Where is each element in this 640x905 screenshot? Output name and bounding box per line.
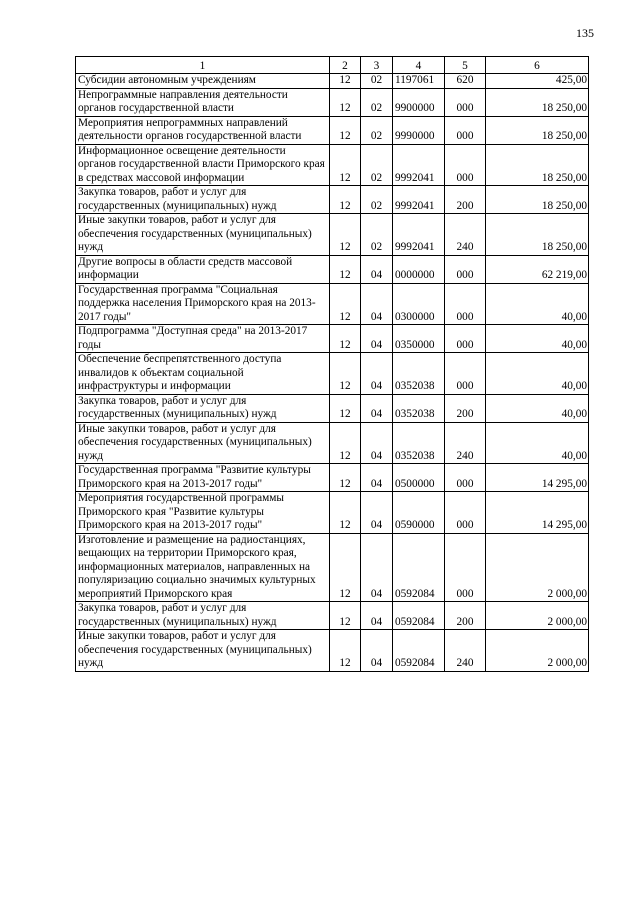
- row-expense-type-cell: 200: [445, 394, 486, 422]
- row-subsection-cell: 04: [361, 255, 393, 283]
- row-expense-type-cell: 000: [445, 116, 486, 144]
- row-amount-cell: 62 219,00: [486, 255, 589, 283]
- row-amount-cell: 40,00: [486, 325, 589, 353]
- row-target-code-cell: 1197061: [393, 74, 445, 89]
- row-expense-type-cell: 000: [445, 325, 486, 353]
- row-expense-type-cell: 240: [445, 422, 486, 464]
- row-subsection-cell: 04: [361, 630, 393, 672]
- row-name-cell: Иные закупки товаров, работ и услуг для обеспечения государственных (муниципальных) нужд: [76, 422, 330, 464]
- row-name-cell: Иные закупки товаров, работ и услуг для обеспечения государственных (муниципальных) нужд: [76, 630, 330, 672]
- row-subsection-cell: 02: [361, 74, 393, 89]
- row-section-cell: 12: [330, 283, 361, 325]
- row-amount-cell: 18 250,00: [486, 144, 589, 186]
- row-section-cell: 12: [330, 630, 361, 672]
- row-section-cell: 12: [330, 255, 361, 283]
- row-amount-cell: 18 250,00: [486, 116, 589, 144]
- row-target-code-cell: 0590000: [393, 492, 445, 534]
- header-cell-3: 3: [361, 57, 393, 74]
- row-name-cell: Обеспечение беспрепятственного доступа инвалидов к объектам социальной инфраструктуры и информации: [76, 353, 330, 395]
- page-number: 135: [576, 26, 594, 40]
- row-amount-cell: 14 295,00: [486, 464, 589, 492]
- row-amount-cell: 2 000,00: [486, 630, 589, 672]
- row-expense-type-cell: 000: [445, 492, 486, 534]
- row-name-cell: Иные закупки товаров, работ и услуг для обеспечения государственных (муниципальных) нужд: [76, 214, 330, 256]
- row-target-code-cell: 0500000: [393, 464, 445, 492]
- row-section-cell: 12: [330, 144, 361, 186]
- row-section-cell: 12: [330, 325, 361, 353]
- row-target-code-cell: 0592084: [393, 602, 445, 630]
- row-section-cell: 12: [330, 422, 361, 464]
- row-amount-cell: 18 250,00: [486, 186, 589, 214]
- header-cell-4: 4: [393, 57, 445, 74]
- budget-table: [75, 56, 589, 672]
- row-expense-type-cell: 000: [445, 255, 486, 283]
- row-expense-type-cell: 240: [445, 630, 486, 672]
- row-target-code-cell: 9992041: [393, 186, 445, 214]
- row-expense-type-cell: 620: [445, 74, 486, 89]
- row-subsection-cell: 04: [361, 464, 393, 492]
- table-row: [76, 186, 589, 214]
- row-amount-cell: 425,00: [486, 74, 589, 89]
- table-row: [76, 630, 589, 672]
- row-amount-cell: 40,00: [486, 422, 589, 464]
- table-row: [76, 353, 589, 395]
- row-section-cell: 12: [330, 214, 361, 256]
- row-name-cell: Закупка товаров, работ и услуг для государственных (муниципальных) нужд: [76, 186, 330, 214]
- row-section-cell: 12: [330, 88, 361, 116]
- row-name-cell: Подпрограмма "Доступная среда" на 2013-2017 годы: [76, 325, 330, 353]
- row-amount-cell: 40,00: [486, 353, 589, 395]
- row-amount-cell: 40,00: [486, 394, 589, 422]
- row-target-code-cell: 9900000: [393, 88, 445, 116]
- row-expense-type-cell: 200: [445, 186, 486, 214]
- row-section-cell: 12: [330, 186, 361, 214]
- row-name-cell: Непрограммные направления деятельности органов государственной власти: [76, 88, 330, 116]
- row-target-code-cell: 9992041: [393, 214, 445, 256]
- row-target-code-cell: 0592084: [393, 630, 445, 672]
- header-row: [76, 57, 589, 74]
- table-row: [76, 283, 589, 325]
- row-target-code-cell: 0592084: [393, 533, 445, 602]
- row-amount-cell: 18 250,00: [486, 214, 589, 256]
- row-subsection-cell: 04: [361, 394, 393, 422]
- row-amount-cell: 18 250,00: [486, 88, 589, 116]
- row-name-cell: Мероприятия государственной программы Приморского края "Развитие культуры Приморского края на 2013-2017 годы": [76, 492, 330, 534]
- table-body: [76, 74, 589, 672]
- row-name-cell: Закупка товаров, работ и услуг для государственных (муниципальных) нужд: [76, 602, 330, 630]
- row-subsection-cell: 04: [361, 533, 393, 602]
- row-section-cell: 12: [330, 464, 361, 492]
- table-row: [76, 325, 589, 353]
- row-section-cell: 12: [330, 353, 361, 395]
- header-cell-5: 5: [445, 57, 486, 74]
- row-section-cell: 12: [330, 116, 361, 144]
- table-row: [76, 394, 589, 422]
- row-target-code-cell: 9990000: [393, 116, 445, 144]
- row-target-code-cell: 0300000: [393, 283, 445, 325]
- row-name-cell: Государственная программа "Социальная поддержка населения Приморского края на 2013-2017 годы": [76, 283, 330, 325]
- table-row: [76, 464, 589, 492]
- row-target-code-cell: 0350000: [393, 325, 445, 353]
- row-amount-cell: 2 000,00: [486, 602, 589, 630]
- row-expense-type-cell: 000: [445, 353, 486, 395]
- row-expense-type-cell: 000: [445, 144, 486, 186]
- row-target-code-cell: 0352038: [393, 353, 445, 395]
- row-amount-cell: 14 295,00: [486, 492, 589, 534]
- row-subsection-cell: 02: [361, 186, 393, 214]
- header-cell-6: 6: [486, 57, 589, 74]
- row-name-cell: Мероприятия непрограммных направлений деятельности органов государственной власти: [76, 116, 330, 144]
- table-row: [76, 422, 589, 464]
- table-row: [76, 144, 589, 186]
- table-row: [76, 88, 589, 116]
- row-subsection-cell: 04: [361, 353, 393, 395]
- row-subsection-cell: 02: [361, 144, 393, 186]
- table-row: [76, 602, 589, 630]
- table-row: [76, 116, 589, 144]
- header-cell-1: 1: [76, 57, 330, 74]
- row-subsection-cell: 04: [361, 492, 393, 534]
- row-subsection-cell: 04: [361, 325, 393, 353]
- row-subsection-cell: 04: [361, 422, 393, 464]
- row-name-cell: Субсидии автономным учреждениям: [76, 74, 330, 89]
- row-name-cell: Информационное освещение деятельности органов государственной власти Приморского края в средствах массовой информации: [76, 144, 330, 186]
- row-section-cell: 12: [330, 394, 361, 422]
- row-expense-type-cell: 000: [445, 464, 486, 492]
- table-row: [76, 74, 589, 89]
- row-name-cell: Другие вопросы в области средств массовой информации: [76, 255, 330, 283]
- row-subsection-cell: 02: [361, 214, 393, 256]
- row-target-code-cell: 9992041: [393, 144, 445, 186]
- row-expense-type-cell: 240: [445, 214, 486, 256]
- row-name-cell: Государственная программа "Развитие культуры Приморского края на 2013-2017 годы": [76, 464, 330, 492]
- row-subsection-cell: 04: [361, 602, 393, 630]
- row-name-cell: Закупка товаров, работ и услуг для государственных (муниципальных) нужд: [76, 394, 330, 422]
- row-expense-type-cell: 000: [445, 533, 486, 602]
- row-target-code-cell: 0352038: [393, 422, 445, 464]
- row-section-cell: 12: [330, 533, 361, 602]
- row-section-cell: 12: [330, 492, 361, 534]
- table-row: [76, 214, 589, 256]
- row-expense-type-cell: 000: [445, 88, 486, 116]
- row-amount-cell: 40,00: [486, 283, 589, 325]
- row-expense-type-cell: 200: [445, 602, 486, 630]
- row-target-code-cell: 0000000: [393, 255, 445, 283]
- row-subsection-cell: 02: [361, 88, 393, 116]
- row-expense-type-cell: 000: [445, 283, 486, 325]
- row-subsection-cell: 04: [361, 283, 393, 325]
- table-row: [76, 492, 589, 534]
- row-subsection-cell: 02: [361, 116, 393, 144]
- row-amount-cell: 2 000,00: [486, 533, 589, 602]
- table-row: [76, 255, 589, 283]
- row-section-cell: 12: [330, 602, 361, 630]
- header-cell-2: 2: [330, 57, 361, 74]
- row-target-code-cell: 0352038: [393, 394, 445, 422]
- table-row: [76, 533, 589, 602]
- row-section-cell: 12: [330, 74, 361, 89]
- row-name-cell: Изготовление и размещение на радиостанциях, вещающих на территории Приморского края, информационных материалов, направленных на популяризацию социально значимых культурных мероприятий Приморского края: [76, 533, 330, 602]
